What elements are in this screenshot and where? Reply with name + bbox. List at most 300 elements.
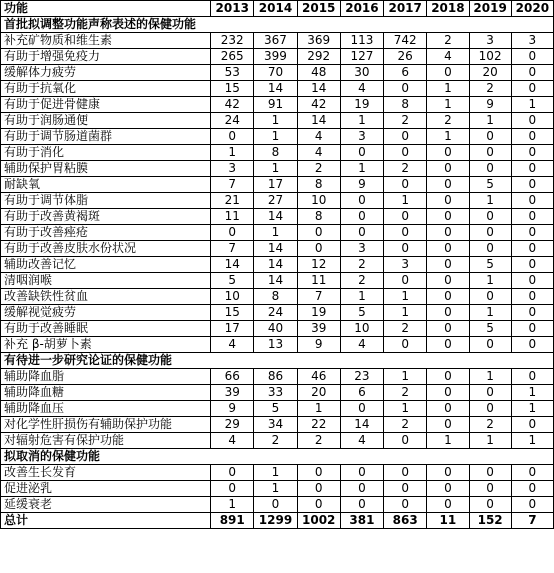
count-cell: 0 [511,193,553,209]
count-cell: 14 [211,257,254,273]
function-name-cell: 改善生长发育 [1,465,211,481]
year-column-header: 2014 [254,1,297,17]
count-cell: 0 [511,241,553,257]
count-cell: 0 [427,209,469,225]
count-cell: 0 [511,177,553,193]
count-cell: 19 [340,97,383,113]
header-row [1,1,554,17]
count-cell: 102 [469,49,511,65]
table-row [1,289,554,305]
count-cell: 1 [469,369,511,385]
count-cell: 0 [511,65,553,81]
table-row [1,369,554,385]
count-cell: 2 [254,433,297,449]
count-cell: 0 [384,337,427,353]
count-cell: 3 [340,129,383,145]
count-cell: 6 [384,65,427,81]
year-column-header: 2018 [427,1,469,17]
count-cell: 14 [254,209,297,225]
count-cell: 0 [211,225,254,241]
count-cell: 3 [469,33,511,49]
count-cell: 7 [297,289,340,305]
count-cell: 3 [340,241,383,257]
count-cell: 8 [297,177,340,193]
count-cell: 0 [427,305,469,321]
count-cell: 0 [384,129,427,145]
count-cell: 30 [340,65,383,81]
function-name-cell: 有助于促进骨健康 [1,97,211,113]
count-cell: 0 [511,129,553,145]
count-cell: 21 [211,193,254,209]
table-row [1,81,554,97]
count-cell: 20 [297,385,340,401]
total-cell: 381 [340,513,383,529]
count-cell: 0 [427,161,469,177]
count-cell: 3 [511,33,553,49]
count-cell: 39 [297,321,340,337]
count-cell: 11 [211,209,254,225]
count-cell: 2 [469,417,511,433]
count-cell: 1 [384,369,427,385]
function-name-cell: 改善缺铁性贫血 [1,289,211,305]
count-cell: 0 [427,65,469,81]
function-name-cell: 对化学性肝损伤有辅助保护功能 [1,417,211,433]
function-name-cell: 辅助保护胃粘膜 [1,161,211,177]
count-cell: 0 [511,497,553,513]
section-header-row [1,17,554,33]
count-cell: 91 [254,97,297,113]
count-cell: 39 [211,385,254,401]
function-name-cell: 耐缺氧 [1,177,211,193]
count-cell: 14 [297,113,340,129]
count-cell: 0 [427,273,469,289]
count-cell: 232 [211,33,254,49]
count-cell: 0 [469,289,511,305]
count-cell: 0 [469,481,511,497]
count-cell: 1 [469,305,511,321]
count-cell: 0 [297,497,340,513]
count-cell: 1 [254,113,297,129]
count-cell: 4 [211,337,254,353]
count-cell: 0 [340,145,383,161]
table-row [1,337,554,353]
total-cell: 1002 [297,513,340,529]
count-cell: 0 [211,481,254,497]
count-cell: 127 [340,49,383,65]
total-cell: 863 [384,513,427,529]
count-cell: 0 [511,337,553,353]
table-row [1,305,554,321]
count-cell: 0 [384,273,427,289]
count-cell: 265 [211,49,254,65]
count-cell: 70 [254,65,297,81]
count-cell: 0 [469,145,511,161]
count-cell: 0 [211,129,254,145]
table-row [1,433,554,449]
count-cell: 10 [211,289,254,305]
count-cell: 0 [469,401,511,417]
count-cell: 292 [297,49,340,65]
count-cell: 0 [211,465,254,481]
table-row [1,129,554,145]
function-name-cell: 辅助改善记忆 [1,257,211,273]
count-cell: 4 [211,433,254,449]
count-cell: 1 [511,401,553,417]
count-cell: 0 [511,81,553,97]
total-cell: 891 [211,513,254,529]
table-row [1,49,554,65]
count-cell: 5 [469,321,511,337]
count-cell: 40 [254,321,297,337]
count-cell: 8 [297,209,340,225]
function-name-cell: 有助于增强免疫力 [1,49,211,65]
count-cell: 3 [384,257,427,273]
table-row [1,273,554,289]
year-column-header: 2020 [511,1,553,17]
function-name-cell: 有助于调节体脂 [1,193,211,209]
count-cell: 5 [254,401,297,417]
function-name-cell: 对辐射危害有保护功能 [1,433,211,449]
count-cell: 0 [511,417,553,433]
table-row [1,417,554,433]
count-cell: 1 [254,161,297,177]
count-cell: 42 [297,97,340,113]
count-cell: 4 [340,81,383,97]
count-cell: 0 [511,465,553,481]
table-row [1,497,554,513]
count-cell: 66 [211,369,254,385]
count-cell: 7 [211,241,254,257]
count-cell: 4 [297,129,340,145]
count-cell: 0 [511,145,553,161]
count-cell: 0 [427,417,469,433]
table-row [1,161,554,177]
count-cell: 23 [340,369,383,385]
year-column-header: 2019 [469,1,511,17]
count-cell: 1 [297,401,340,417]
table-row [1,321,554,337]
count-cell: 0 [384,481,427,497]
count-cell: 2 [384,417,427,433]
count-cell: 2 [384,113,427,129]
count-cell: 26 [384,49,427,65]
count-cell: 2 [427,33,469,49]
count-cell: 5 [211,273,254,289]
count-cell: 2 [469,81,511,97]
count-cell: 1 [384,289,427,305]
count-cell: 0 [384,81,427,97]
count-cell: 1 [427,97,469,113]
table-body [1,17,554,513]
section-title: 拟取消的保健功能 [1,449,554,465]
count-cell: 0 [384,497,427,513]
function-name-cell: 有助于调节肠道菌群 [1,129,211,145]
table-row [1,177,554,193]
count-cell: 0 [427,321,469,337]
count-cell: 0 [427,257,469,273]
count-cell: 8 [384,97,427,113]
count-cell: 1 [340,161,383,177]
count-cell: 0 [427,193,469,209]
count-cell: 0 [427,401,469,417]
count-cell: 0 [340,497,383,513]
function-name-cell: 延缓衰老 [1,497,211,513]
count-cell: 0 [384,177,427,193]
year-column-header: 2016 [340,1,383,17]
count-cell: 14 [254,81,297,97]
count-cell: 0 [427,225,469,241]
count-cell: 5 [340,305,383,321]
count-cell: 20 [469,65,511,81]
function-name-cell: 促进泌乳 [1,481,211,497]
count-cell: 0 [427,465,469,481]
count-cell: 13 [254,337,297,353]
count-cell: 0 [511,273,553,289]
count-cell: 2 [384,385,427,401]
count-cell: 15 [211,81,254,97]
count-cell: 10 [297,193,340,209]
count-cell: 742 [384,33,427,49]
count-cell: 4 [340,433,383,449]
function-name-cell: 缓解视觉疲劳 [1,305,211,321]
count-cell: 0 [427,497,469,513]
count-cell: 0 [511,305,553,321]
count-cell: 0 [511,321,553,337]
table-row [1,257,554,273]
table-row [1,465,554,481]
count-cell: 14 [340,417,383,433]
count-cell: 7 [211,177,254,193]
count-cell: 0 [469,129,511,145]
count-cell: 0 [427,177,469,193]
count-cell: 1 [384,193,427,209]
function-column-header: 功能 [1,1,211,17]
count-cell: 4 [297,145,340,161]
function-name-cell: 有助于改善皮肤水份状况 [1,241,211,257]
count-cell: 1 [511,433,553,449]
count-cell: 86 [254,369,297,385]
table-row [1,209,554,225]
count-cell: 1 [427,433,469,449]
count-cell: 14 [254,273,297,289]
count-cell: 0 [384,225,427,241]
table-row [1,385,554,401]
count-cell: 42 [211,97,254,113]
count-cell: 0 [384,145,427,161]
count-cell: 8 [254,145,297,161]
count-cell: 0 [254,497,297,513]
function-name-cell: 缓解体力疲劳 [1,65,211,81]
count-cell: 1 [511,385,553,401]
count-cell: 1 [469,113,511,129]
count-cell: 9 [340,177,383,193]
count-cell: 53 [211,65,254,81]
count-cell: 0 [384,433,427,449]
count-cell: 1 [427,129,469,145]
count-cell: 0 [511,209,553,225]
table-row [1,145,554,161]
count-cell: 0 [297,241,340,257]
count-cell: 113 [340,33,383,49]
count-cell: 46 [297,369,340,385]
count-cell: 2 [384,321,427,337]
year-column-header: 2015 [297,1,340,17]
count-cell: 0 [511,369,553,385]
count-cell: 4 [427,49,469,65]
count-cell: 0 [427,337,469,353]
year-column-header: 2017 [384,1,427,17]
total-label: 总计 [1,513,211,529]
count-cell: 2 [384,161,427,177]
count-cell: 1 [254,465,297,481]
count-cell: 0 [427,145,469,161]
count-cell: 399 [254,49,297,65]
count-cell: 0 [511,113,553,129]
function-name-cell: 辅助降血脂 [1,369,211,385]
count-cell: 27 [254,193,297,209]
table-row [1,241,554,257]
count-cell: 14 [297,81,340,97]
count-cell: 1 [427,81,469,97]
total-cell: 1299 [254,513,297,529]
count-cell: 9 [211,401,254,417]
function-name-cell: 有助于改善痤疮 [1,225,211,241]
function-name-cell: 有助于润肠通便 [1,113,211,129]
count-cell: 0 [511,257,553,273]
count-cell: 2 [340,257,383,273]
count-cell: 14 [254,241,297,257]
count-cell: 0 [427,241,469,257]
count-cell: 0 [297,481,340,497]
count-cell: 0 [511,161,553,177]
table-row [1,481,554,497]
table-row [1,33,554,49]
count-cell: 0 [427,289,469,305]
count-cell: 0 [427,385,469,401]
count-cell: 0 [469,161,511,177]
count-cell: 369 [297,33,340,49]
count-cell: 0 [511,49,553,65]
count-cell: 0 [511,289,553,305]
count-cell: 9 [469,97,511,113]
count-cell: 0 [469,337,511,353]
count-cell: 1 [254,481,297,497]
count-cell: 367 [254,33,297,49]
count-cell: 0 [340,225,383,241]
count-cell: 0 [340,401,383,417]
count-cell: 0 [340,193,383,209]
function-name-cell: 补充矿物质和维生素 [1,33,211,49]
table-row [1,113,554,129]
count-cell: 1 [469,273,511,289]
count-cell: 29 [211,417,254,433]
count-cell: 0 [469,465,511,481]
count-cell: 1 [511,97,553,113]
count-cell: 1 [211,497,254,513]
table-row [1,225,554,241]
count-cell: 5 [469,257,511,273]
section-header-row [1,353,554,369]
count-cell: 1 [384,305,427,321]
count-cell: 14 [254,257,297,273]
count-cell: 24 [254,305,297,321]
count-cell: 1 [340,289,383,305]
count-cell: 0 [427,481,469,497]
section-header-row [1,449,554,465]
count-cell: 48 [297,65,340,81]
count-cell: 0 [340,209,383,225]
function-name-cell: 有助于消化 [1,145,211,161]
total-cell: 152 [469,513,511,529]
count-cell: 3 [211,161,254,177]
count-cell: 0 [469,385,511,401]
count-cell: 2 [297,433,340,449]
table-row [1,65,554,81]
count-cell: 0 [340,465,383,481]
count-cell: 22 [297,417,340,433]
count-cell: 0 [469,497,511,513]
function-name-cell: 补充 β-胡萝卜素 [1,337,211,353]
count-cell: 2 [340,273,383,289]
count-cell: 0 [469,241,511,257]
count-cell: 1 [254,129,297,145]
count-cell: 19 [297,305,340,321]
count-cell: 0 [340,481,383,497]
count-cell: 24 [211,113,254,129]
function-name-cell: 清咽润喉 [1,273,211,289]
count-cell: 0 [469,209,511,225]
section-title: 有待进一步研究论证的保健功能 [1,353,554,369]
function-name-cell: 辅助降血压 [1,401,211,417]
count-cell: 1 [254,225,297,241]
count-cell: 34 [254,417,297,433]
count-cell: 0 [297,465,340,481]
count-cell: 1 [340,113,383,129]
count-cell: 12 [297,257,340,273]
count-cell: 9 [297,337,340,353]
total-cell: 11 [427,513,469,529]
table-row [1,193,554,209]
count-cell: 1 [469,193,511,209]
count-cell: 17 [254,177,297,193]
count-cell: 17 [211,321,254,337]
count-cell: 5 [469,177,511,193]
count-cell: 6 [340,385,383,401]
count-cell: 0 [384,209,427,225]
count-cell: 11 [297,273,340,289]
count-cell: 2 [427,113,469,129]
function-name-cell: 有助于抗氧化 [1,81,211,97]
section-title: 首批拟调整功能声称表述的保健功能 [1,17,554,33]
count-cell: 0 [427,369,469,385]
count-cell: 33 [254,385,297,401]
count-cell: 4 [340,337,383,353]
count-cell: 2 [297,161,340,177]
total-cell: 7 [511,513,553,529]
function-name-cell: 辅助降血糖 [1,385,211,401]
count-cell: 10 [340,321,383,337]
count-cell: 0 [384,465,427,481]
count-cell: 15 [211,305,254,321]
table-row [1,401,554,417]
total-row [1,513,554,529]
function-name-cell: 有助于改善黄褐斑 [1,209,211,225]
count-cell: 0 [511,225,553,241]
table-row [1,97,554,113]
count-cell: 1 [384,401,427,417]
count-cell: 0 [469,225,511,241]
count-cell: 0 [384,241,427,257]
